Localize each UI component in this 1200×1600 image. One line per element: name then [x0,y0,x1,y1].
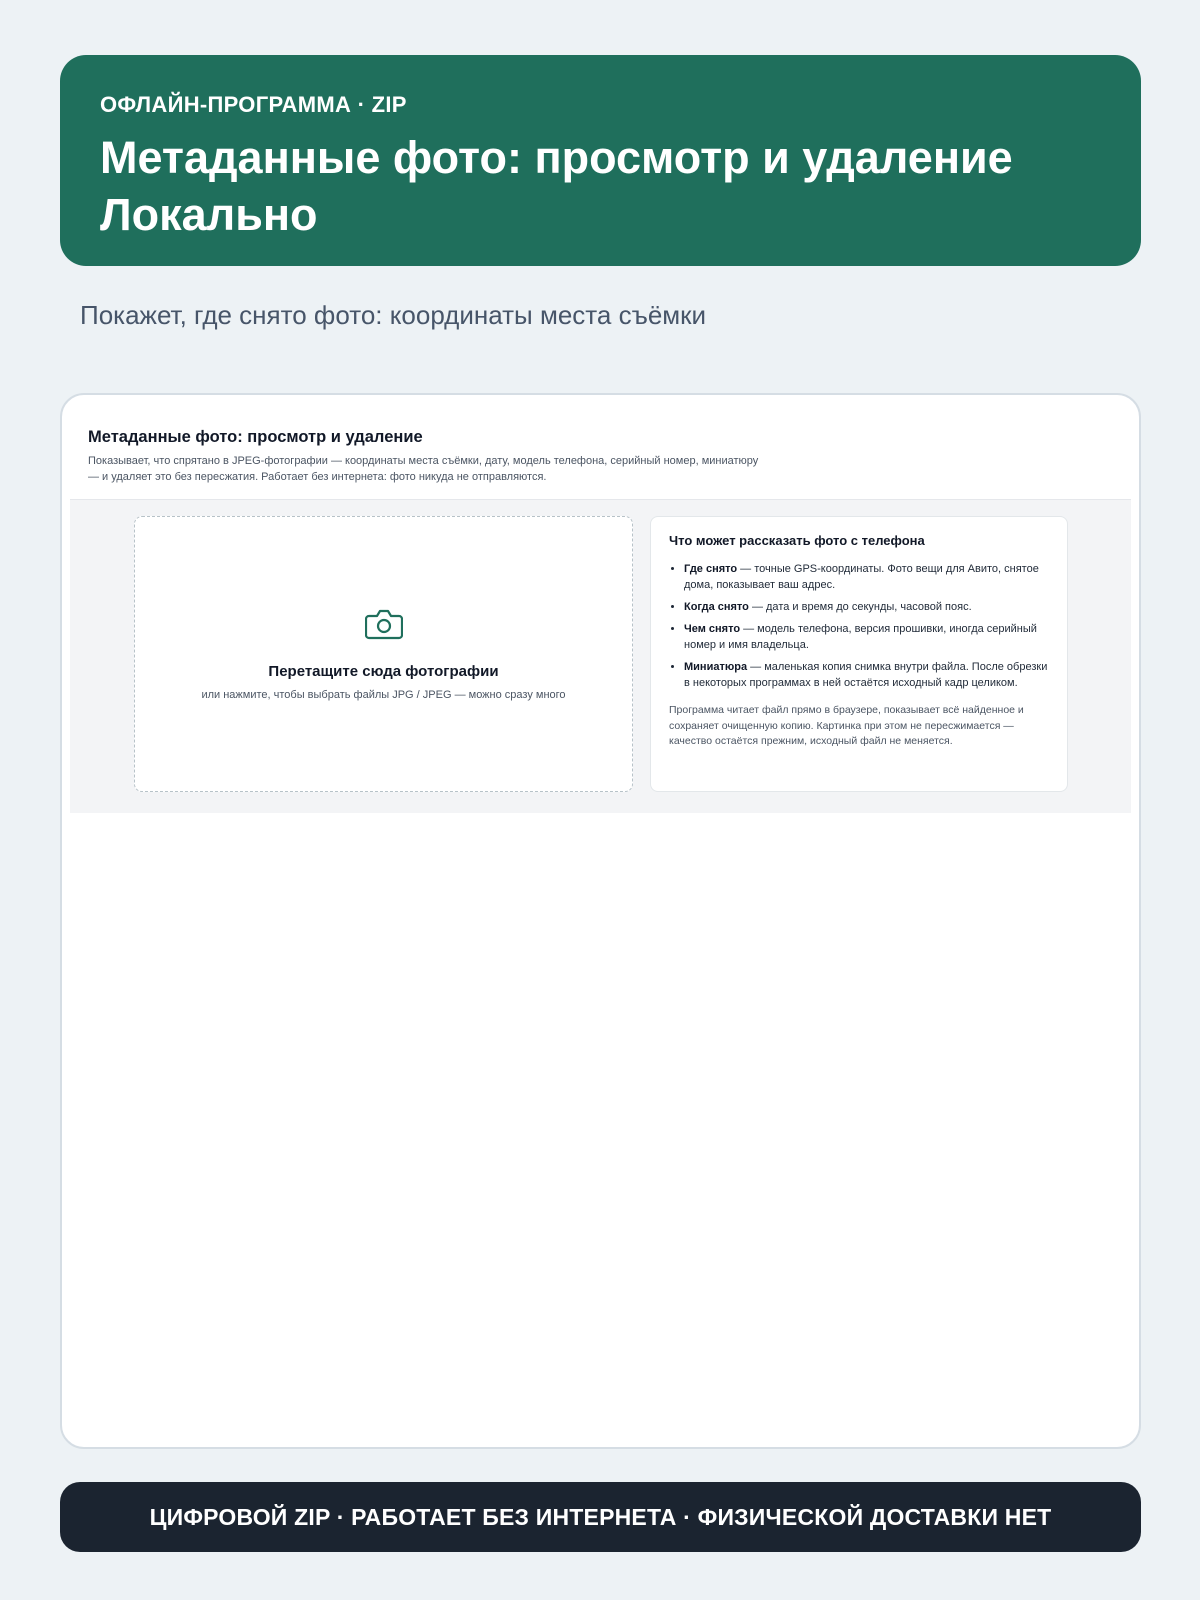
hero-banner [60,55,1141,266]
info-note: Программа читает файл прямо в браузере, показывает всё найденное и сохраняет очищенную копию. Картинка при этом не пересжимается — качество остаётся прежним, исходный файл не меняется. [669,704,1024,747]
workspace [70,499,1131,813]
app-description: Показывает, что спрятано в JPEG-фотографии — координаты места съёмки, дату, модель телефона, серийный номер, миниатюру — и удаляет это без пересжатия. Работает без интернета: фото никуда не отправляются. [88,455,759,483]
info-title: Что может рассказать фото с телефона [669,533,925,548]
info-item-term: Чем снято [684,623,741,635]
info-card [650,516,1068,792]
page-subtitle: Покажет, где снято фото: координаты места съёмки [80,300,707,330]
photo-dropzone[interactable] [134,516,633,792]
info-item-term: Миниатюра [684,661,748,673]
hero-title-line1: Метаданные фото: просмотр и удаление [100,132,1013,183]
camera-icon [365,607,403,641]
hero-title-line2: Локально [100,189,318,240]
info-item-term: Когда снято [684,601,749,613]
hero-kicker: ОФЛАЙН-ПРОГРАММА · ZIP [100,92,407,117]
footer-banner: ЦИФРОВОЙ ZIP · РАБОТАЕТ БЕЗ ИНТЕРНЕТА · ФИЗИЧЕСКОЙ ДОСТАВКИ НЕТ [60,1482,1141,1552]
app-header [62,395,1139,497]
info-item-text: — модель телефона, версия прошивки, иногда серийный номер и имя владельца. [684,623,1037,651]
info-item-device [684,621,1049,653]
info-item-text: — дата и время до секунды, часовой пояс. [748,601,972,613]
dropzone-subtitle: или нажмите, чтобы выбрать файлы JPG / JPEG — можно сразу много [201,689,566,701]
info-item-when [684,599,1049,615]
info-item-thumbnail [684,659,1049,691]
dropzone-title: Перетащите сюда фотографии [268,663,499,680]
app-title: Метаданные фото: просмотр и удаление [88,428,423,446]
app-screenshot-panel [60,393,1141,1449]
info-item-text: — точные GPS-координаты. Фото вещи для Авито, снятое дома, показывает ваш адрес. [684,563,1039,591]
info-item-where [684,561,1049,593]
info-list [669,561,1049,691]
info-item-term: Где снято [684,563,738,575]
info-item-text: — маленькая копия снимка внутри файла. После обрезки в некоторых программах в ней остаётся исходный кадр целиком. [684,661,1048,689]
hero-title [100,129,1101,243]
